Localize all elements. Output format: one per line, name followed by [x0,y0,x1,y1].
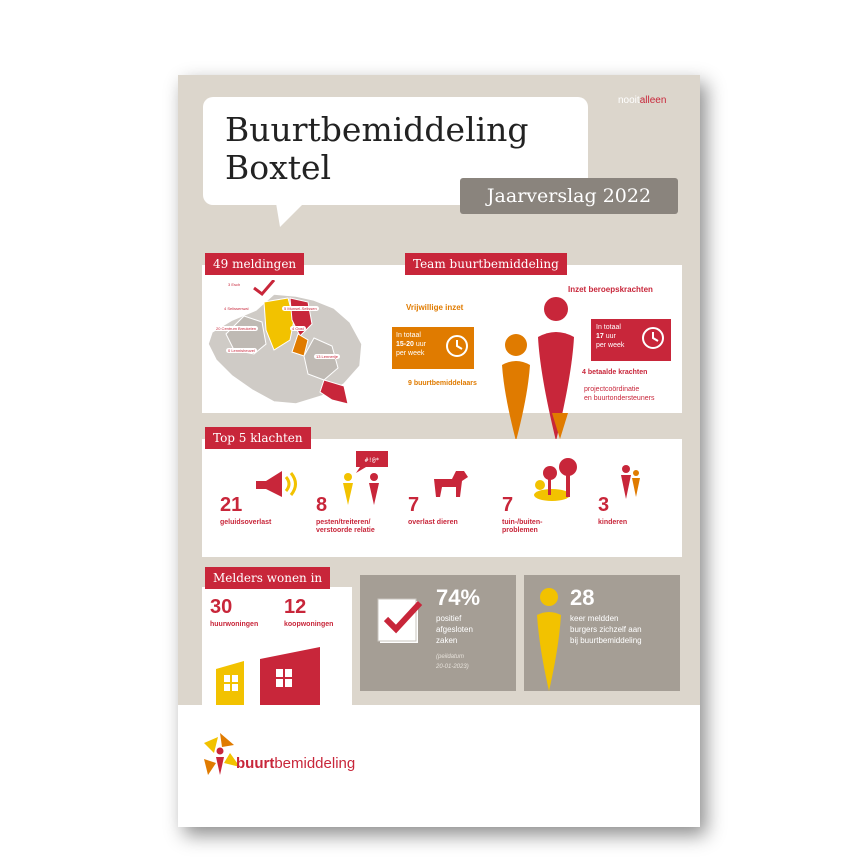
subtitle-text: Jaarverslag 2022 [486,185,652,207]
pro-sub [584,385,654,403]
children-icon [618,463,644,503]
zelf-label [570,613,642,646]
klachten-tab: Top 5 klachten [205,427,311,449]
map-label-munsel-selissen: 5 Munsel-Selissen [284,306,317,311]
volunteer-count: 9 [408,380,412,387]
footer-logo-part2: bemiddeling [274,755,356,772]
klacht-label-2-line1: pesten/treiteren/ [316,519,371,526]
huur-value: 30 [210,596,233,618]
positief-note-line2: 20-01-2023) [436,664,469,670]
map-label-lennisheuvel: 0 Lennisheuvel [228,348,255,353]
positief-label-line3: zaken [436,636,458,645]
checkbox-check-icon [376,595,426,647]
volunteer-hours-unit: uur [413,341,426,348]
footer-logo-text [236,755,355,772]
megaphone-icon [252,467,300,503]
map-label-centrum-breukelen: 20 Centrum Breukelen [216,326,257,331]
pro-title: Inzet beroepskrachten [568,285,653,294]
clock-icon [444,333,470,359]
pro-count: 4 [582,369,586,376]
clock-icon [640,325,666,351]
positief-note [436,652,469,672]
melders-tab: Melders wonen in [205,567,330,589]
map-label-selissenwal: 4 Selissenwal [224,306,249,311]
meldingen-tab: 49 meldingen [205,253,304,275]
person-icon [534,587,564,691]
volunteer-hours-text [396,331,426,358]
zelf-value: 28 [570,585,595,610]
klacht-value-5: 3 [598,494,610,516]
volunteer-count-row [408,380,477,387]
poster-sheet [178,75,700,827]
subtitle-badge [460,178,678,214]
team-people-legs [550,413,580,441]
houses-icon [212,645,324,705]
klacht-label-2-line2: verstoorde relatie [316,527,375,534]
volunteer-box-line3: per week [396,350,425,357]
pro-box-line1: In totaal [596,324,621,331]
footer-logo-part1: buurt [236,755,275,772]
volunteer-box-line2 [396,340,426,349]
volunteer-label: buurtbemiddelaars [413,380,477,387]
klacht-label-4-line1: tuin-/buiten- [502,519,543,526]
klacht-label-5-line1: kinderen [598,519,628,526]
pro-hours-text [596,323,624,350]
huur-label: huurwoningen [210,621,259,628]
pro-sub-line2: en buurtondersteuners [584,395,655,402]
map-label-esch: 3 Esch [228,282,241,287]
klacht-label-4 [502,519,542,535]
positief-label [436,613,473,646]
klacht-label-1-line1: geluidsoverlast [220,519,272,526]
klacht-label-2 [316,519,375,535]
zelf-label-line1: keer meldden [570,614,619,623]
klacht-label-5 [598,519,627,527]
page-title-line1: Buurtbemiddeling [225,110,529,149]
brand-nooitalleen [618,95,666,106]
pro-sub-line1: projectcoördinatie [584,386,640,393]
klacht-value-2: 8 [316,494,328,516]
klacht-label-3-line1: overlast dieren [408,519,458,526]
klacht-label-1 [220,519,271,527]
map-label-lennerije: 13 Lennerije [316,354,339,359]
bullying-icon [338,451,392,507]
klacht-value-1: 21 [220,494,243,516]
brand-part1: nooit [618,95,640,106]
buurtbemiddeling-logo-icon [200,733,240,777]
pro-box-line2 [596,332,624,341]
volunteer-hours-value: 15-20 [396,341,414,348]
klacht-label-4-line2: problemen [502,527,538,534]
page-title-line2: Boxtel [225,148,332,187]
klacht-label-3 [408,519,458,527]
koop-label: koopwoningen [284,621,334,628]
brand-part2: alleen [639,95,667,106]
klacht-value-4: 7 [502,494,514,516]
volunteer-title: Vrijwillige inzet [406,303,464,312]
klacht-value-3: 7 [408,494,420,516]
garden-icon [530,455,582,501]
volunteer-box-line1: In totaal [396,332,421,339]
zelf-label-line3: bij buurtbemiddeling [570,636,642,645]
dog-icon [430,467,470,501]
positief-note-line1: (peildatum [436,654,465,660]
positief-label-line2: afgesloten [436,625,473,634]
pro-hours-value: 17 [596,333,604,340]
team-tab: Team buurtbemiddeling [405,253,567,275]
pro-count-row [582,369,647,376]
pro-hours-unit: uur [603,333,616,340]
pro-box-line3: per week [596,342,625,349]
zelf-label-line2: burgers zichzelf aan [570,625,642,634]
koop-value: 12 [284,596,307,618]
svg-text:#!@*: #!@* [364,457,380,464]
pro-label: betaalde krachten [587,369,648,376]
bubble-tail [276,203,306,229]
boxtel-map [204,280,368,408]
map-label-oost: 4 Oost [292,326,304,331]
positief-value: 74% [436,585,481,610]
positief-label-line1: positief [436,614,462,623]
